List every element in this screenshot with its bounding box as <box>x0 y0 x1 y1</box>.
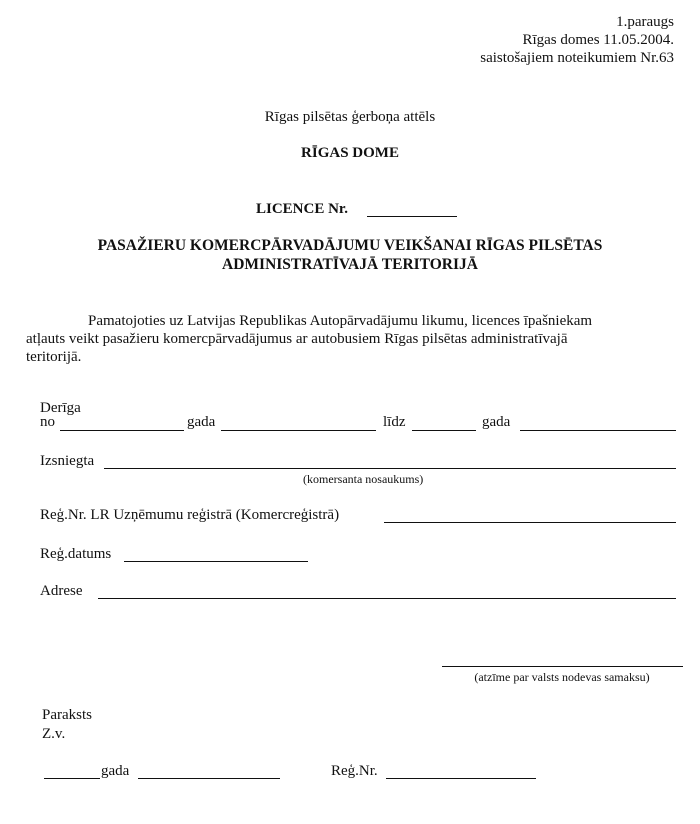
licence-number-line[interactable] <box>367 216 457 217</box>
footer-date-line[interactable] <box>44 778 100 779</box>
licence-number-label: LICENCE Nr. <box>256 201 348 217</box>
body-text-line3: teritorijā. <box>26 349 82 365</box>
issued-to-line[interactable] <box>104 468 676 469</box>
reg-nr-line[interactable] <box>384 522 676 523</box>
footer-year-line[interactable] <box>138 778 280 779</box>
valid-from-year-label: gada <box>187 414 216 430</box>
body-text-line1: Pamatojoties uz Latvijas Republikas Autopārvadājumu likumu, licences īpašniekam <box>88 313 593 329</box>
issued-to-label: Izsniegta <box>40 453 95 469</box>
footer-year-label: gada <box>101 763 130 779</box>
footer-reg-nr-label: Reģ.Nr. <box>331 763 378 779</box>
body-text-line2: atļauts veikt pasažieru komercpārvadājumus ar autobusiem Rīgas pilsētas administratīvajā <box>26 331 568 347</box>
authority-name: RĪGAS DOME <box>301 145 399 161</box>
licence-title-line2: ADMINISTRATĪVAJĀ TERITORIJĀ <box>222 256 478 273</box>
address-line[interactable] <box>98 598 676 599</box>
licence-title-line1: PASAŽIERU KOMERCPĀRVADĀJUMU VEIKŠANAI RĪGAS PILSĒTAS <box>97 237 603 254</box>
fee-mark-line[interactable] <box>442 666 683 667</box>
council-decision-ref: Rīgas domes 11.05.2004. <box>522 32 674 48</box>
valid-from-date-line[interactable] <box>60 430 184 431</box>
reg-nr-label: Reģ.Nr. LR Uzņēmumu reģistrā (Komercreģistrā) <box>40 507 340 523</box>
valid-from-label: no <box>40 414 55 430</box>
valid-from-year-line[interactable] <box>221 430 376 431</box>
reg-date-line[interactable] <box>124 561 308 562</box>
sample-number: 1.paraugs <box>616 14 674 30</box>
reg-date-label: Reģ.datums <box>40 546 112 562</box>
address-label: Adrese <box>40 583 83 599</box>
valid-until-label: līdz <box>383 414 406 430</box>
company-name-caption: (komersanta nosaukums) <box>303 472 424 486</box>
footer-reg-nr-line[interactable] <box>386 778 536 779</box>
signature-label: Paraksts <box>42 707 92 723</box>
valid-until-date-line[interactable] <box>412 430 476 431</box>
fee-payment-caption: (atzīme par valsts nodevas samaksu) <box>474 670 650 684</box>
valid-until-year-line[interactable] <box>520 430 676 431</box>
emblem-caption: Rīgas pilsētas ģerboņa attēls <box>264 109 436 125</box>
stamp-label: Z.v. <box>42 726 66 742</box>
regulation-ref: saistošajiem noteikumiem Nr.63 <box>480 50 674 66</box>
valid-label: Derīga <box>40 400 81 416</box>
valid-until-year-label: gada <box>482 414 511 430</box>
